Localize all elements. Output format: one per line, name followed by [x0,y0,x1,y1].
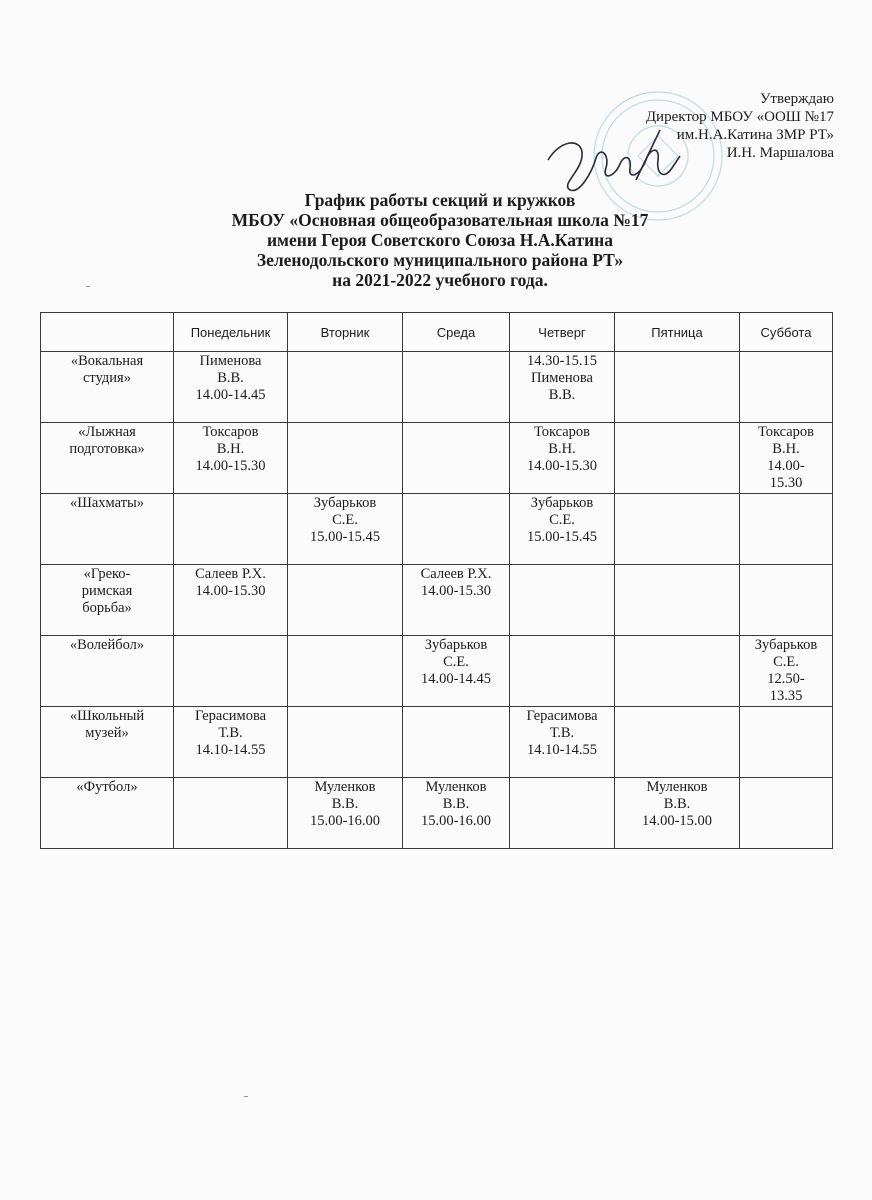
schedule-cell [174,494,288,565]
table-row [41,707,833,778]
club-name-line: подготовка» [69,441,145,457]
header-wednesday: Среда [403,313,510,352]
club-name-cell [41,707,174,778]
schedule-cell [403,707,510,778]
schedule-cell-line: 14.00-15.00 [641,813,713,829]
scan-mark [244,1096,248,1097]
schedule-cell [403,778,510,849]
schedule-cell [403,565,510,636]
club-name-cell [41,352,174,423]
schedule-cell [740,352,833,423]
schedule-cell-line: Т.В. [549,725,575,741]
club-name-line: «Греко- [83,566,131,582]
schedule-cell [510,707,615,778]
schedule-cell [288,423,403,494]
schedule-cell [288,636,403,707]
header-row [41,313,833,352]
title-line: имени Героя Советского Союза Н.А.Катина [266,230,614,250]
schedule-cell [615,778,740,849]
schedule-cell-line: С.Е. [773,654,799,670]
schedule-cell [615,636,740,707]
schedule-cell-line: Т.В. [218,725,243,741]
schedule-cell-line: С.Е. [332,512,358,528]
schedule-cell-line: В.В. [663,796,691,812]
club-name-line: «Шахматы» [69,495,145,511]
schedule-body [41,352,833,849]
approval-signatory: И.Н. Маршалова [726,145,834,161]
table-row [41,778,833,849]
table-row [41,636,833,707]
schedule-cell-line: 14.00-15.30 [195,458,266,474]
table-row [41,494,833,565]
club-name-line: «Лыжная [78,424,136,440]
schedule-table [40,312,833,849]
schedule-cell-line: Герасимова [526,708,598,724]
table-row [41,352,833,423]
schedule-cell [174,778,288,849]
club-name-line: борьба» [82,600,132,616]
schedule-cell [510,352,615,423]
schedule-cell [403,423,510,494]
title-line: Зеленодольского муниципального района РТ» [256,250,624,270]
schedule-cell-line: Муленков [425,779,487,795]
header-tuesday: Вторник [288,313,403,352]
club-name-cell [41,636,174,707]
schedule-cell-line: 14.00-15.30 [420,583,492,599]
schedule-cell [403,636,510,707]
approval-line: Директор МБОУ «ООШ №17 [645,109,834,125]
schedule-cell [174,423,288,494]
header-saturday: Суббота [740,313,833,352]
scan-mark [86,286,90,287]
approval-line: им.Н.А.Катина ЗМР РТ» [676,127,834,143]
schedule-cell-line: 15.00-15.45 [309,529,381,545]
club-name-cell [41,565,174,636]
schedule-cell [740,707,833,778]
title-line: График работы секций и кружков [304,190,576,210]
approval-block [646,90,834,162]
schedule-cell-line: Токсаров [533,424,591,440]
club-name-line: римская [81,583,133,599]
schedule-cell [288,565,403,636]
schedule-cell-line: 14.00-15.30 [526,458,598,474]
schedule-cell-line: В.Н. [772,441,800,457]
schedule-cell [615,707,740,778]
schedule-cell-line: 14.30-15.15 [526,353,598,369]
schedule-cell [403,494,510,565]
schedule-cell [740,423,833,494]
schedule-cell-line: С.Е. [443,654,469,670]
schedule-cell [288,778,403,849]
club-name-line: «Волейбол» [69,637,145,653]
table-row [41,423,833,494]
schedule-cell [740,565,833,636]
schedule-cell [174,352,288,423]
schedule-cell-line: 14.00-14.45 [420,671,492,687]
schedule-cell-line: Зубарьков [424,637,488,653]
club-name-cell [41,423,174,494]
header-cell [41,313,174,352]
schedule-cell-line: Салеев Р.Х. [420,566,492,582]
schedule-cell [615,494,740,565]
schedule-cell [615,352,740,423]
schedule-cell [510,494,615,565]
schedule-cell [174,707,288,778]
club-name-cell [41,494,174,565]
schedule-cell-line: 14.00-14.45 [195,387,266,403]
schedule-cell [510,778,615,849]
schedule-cell-line: Токсаров [202,424,259,440]
schedule-cell-line: 15.00-15.45 [526,529,598,545]
schedule-cell [740,636,833,707]
club-name-line: «Вокальная [70,353,144,369]
schedule-cell-line: Зубарьков [530,495,594,511]
schedule-cell-line: Муленков [646,779,708,795]
schedule-cell-line: 15.00-16.00 [420,813,492,829]
schedule-cell-line: В.В. [331,796,359,812]
schedule-cell-line: Зубарьков [754,637,818,653]
schedule-cell [174,636,288,707]
club-name-line: музей» [85,725,129,741]
schedule-cell-line: В.В. [217,370,244,386]
schedule-cell-line: В.В. [548,387,576,403]
schedule-cell-line: Пименова [199,353,262,369]
approval-line: Утверждаю [759,91,834,107]
document-title [140,190,740,290]
schedule-cell [288,494,403,565]
table-row [41,565,833,636]
header-thursday: Четверг [510,313,615,352]
club-name-cell [41,778,174,849]
schedule-cell [510,423,615,494]
schedule-cell-line: 12.50- [767,671,805,687]
header-friday: Пятница [615,313,740,352]
schedule-cell-line: 14.00- [767,458,805,474]
schedule-cell-line: 15.00-16.00 [309,813,381,829]
schedule-cell-line: Герасимова [194,708,267,724]
schedule-cell-line: 15.30 [769,475,803,491]
schedule-cell [615,565,740,636]
schedule-cell-line: 14.10-14.55 [195,742,266,758]
schedule-cell-line: В.Н. [548,441,576,457]
header-monday: Понедельник [174,313,288,352]
schedule-cell-line: В.Н. [216,441,245,457]
schedule-cell-line: Зубарьков [313,495,377,511]
schedule-cell-line: 14.10-14.55 [526,742,598,758]
schedule-cell-line: Токсаров [757,424,815,440]
schedule-cell [403,352,510,423]
schedule-cell [510,565,615,636]
club-name-line: студия» [83,370,131,386]
schedule-cell [740,494,833,565]
schedule-cell [288,707,403,778]
schedule-cell-line: Пименова [531,370,593,386]
schedule-cell-line: 13.35 [769,688,803,704]
schedule-cell-line: Салеев Р.Х. [195,566,266,582]
schedule-cell [510,636,615,707]
title-line: МБОУ «Основная общеобразовательная школа №17 [231,210,649,230]
schedule-cell-line: С.Е. [549,512,575,528]
schedule-cell-line: Муленков [314,779,376,795]
club-name-line: «Футбол» [76,779,138,795]
schedule-cell-line: 14.00-15.30 [195,583,266,599]
title-line: на 2021-2022 учебного года. [332,270,548,290]
schedule-cell [615,423,740,494]
schedule-cell-line: В.В. [442,796,470,812]
schedule-cell [288,352,403,423]
schedule-cell [740,778,833,849]
club-name-line: «Школьный [69,708,145,724]
schedule-cell [174,565,288,636]
